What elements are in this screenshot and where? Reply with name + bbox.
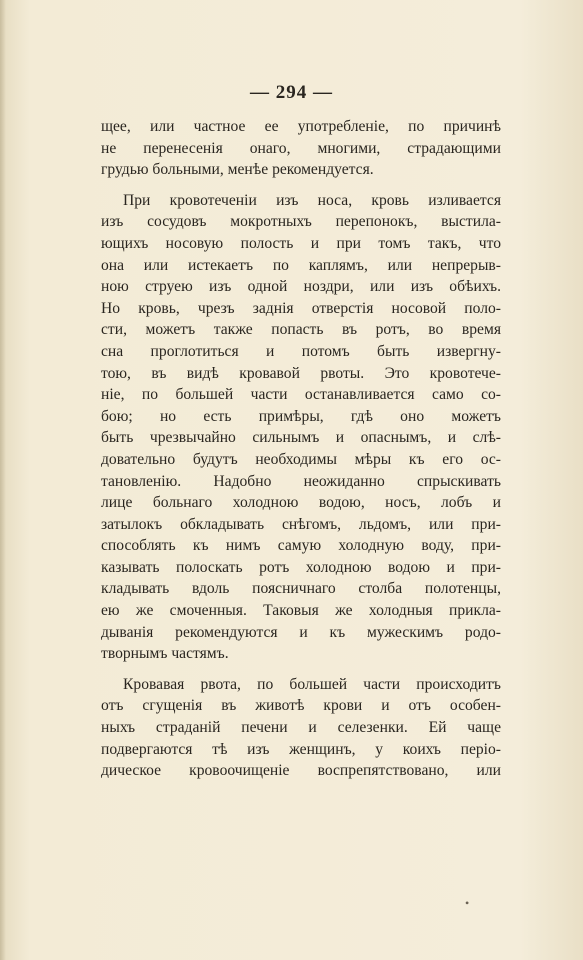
paragraph — [101, 116, 501, 181]
text-line: быть чрезвычайно сильнымъ и опаснымъ, и слѣ- — [101, 429, 501, 447]
text-line: щее, или частное ее употребленіе, по причинѣ — [101, 118, 501, 135]
text-line: способлять къ нимъ самую холодную воду, при- — [101, 537, 501, 555]
text-line: сти, можетъ также попасть въ ротъ, во время — [101, 321, 501, 339]
text-line: изъ сосудовъ мокротныхъ перепонокъ, выстила- — [101, 213, 501, 231]
text-line: ею же смоченныя. Таковыя же холодныя прикла- — [101, 602, 501, 620]
text-line: она или истекаетъ по каплямъ, или непрерыв- — [101, 256, 501, 274]
text-line: подвергаются тѣ изъ женщинъ, у коихъ періо- — [101, 740, 501, 758]
text-line: не перенесенія онаго, многими, страдающими — [101, 139, 501, 157]
text-line: грудью больными, менѣе рекомендуется. — [101, 161, 374, 179]
text-line: кладывать вдоль поясничнаго столба полотенцы, — [101, 580, 501, 598]
text-line: довательно будутъ необходимы мѣры къ его ос- — [101, 450, 501, 468]
text-line: отъ сгущенія въ животѣ крови и отъ особен- — [101, 697, 501, 715]
page-spine-shadow — [0, 0, 6, 960]
text-line: ніе, по большей части останавливается само со- — [101, 386, 501, 404]
text-line: Но кровь, чрезъ заднія отверстія носовой поло- — [101, 299, 501, 317]
paragraph-gap — [101, 181, 501, 190]
ink-mark: • — [465, 896, 470, 910]
text-line: ною струею изъ одной ноздри, или изъ обѣихъ. — [101, 278, 501, 296]
text-line: лице больнаго холодною водою, носъ, лобъ и — [101, 494, 501, 512]
paragraph — [101, 674, 501, 782]
text-line: Кровавая рвота, по большей части происходитъ — [123, 675, 501, 693]
text-line: бою; но есть примѣры, гдѣ оно можетъ — [101, 407, 501, 425]
text-line: ющихъ носовую полость и при томъ такъ, что — [101, 234, 501, 252]
text-line: творнымъ частямъ. — [101, 645, 229, 663]
text-line: затылокъ обкладывать снѣгомъ, льдомъ, или при- — [101, 515, 501, 533]
paragraph — [101, 190, 501, 665]
text-line: При кровотеченіи изъ носа, кровь изливается — [123, 191, 501, 209]
text-line: дыванія рекомендуются и къ мужескимъ родо- — [101, 623, 501, 641]
text-line: ныхъ страданій печени и селезенки. Ей чаще — [101, 719, 501, 737]
page-text — [101, 116, 501, 782]
paragraph-gap — [101, 665, 501, 674]
text-line: казывать полоскать ротъ холодною водою и при- — [101, 558, 501, 576]
text-line: тановленію. Надобно неожиданно спрыскивать — [101, 472, 501, 490]
text-line: тою, въ видѣ кровавой рвоты. Это кровотече- — [101, 364, 501, 382]
text-line: дическое кровоочищеніе воспрепятствовано, или — [101, 762, 501, 780]
text-line: сна проглотиться и потомъ быть извергну- — [101, 342, 501, 360]
page-number: — 294 — — [250, 82, 333, 103]
